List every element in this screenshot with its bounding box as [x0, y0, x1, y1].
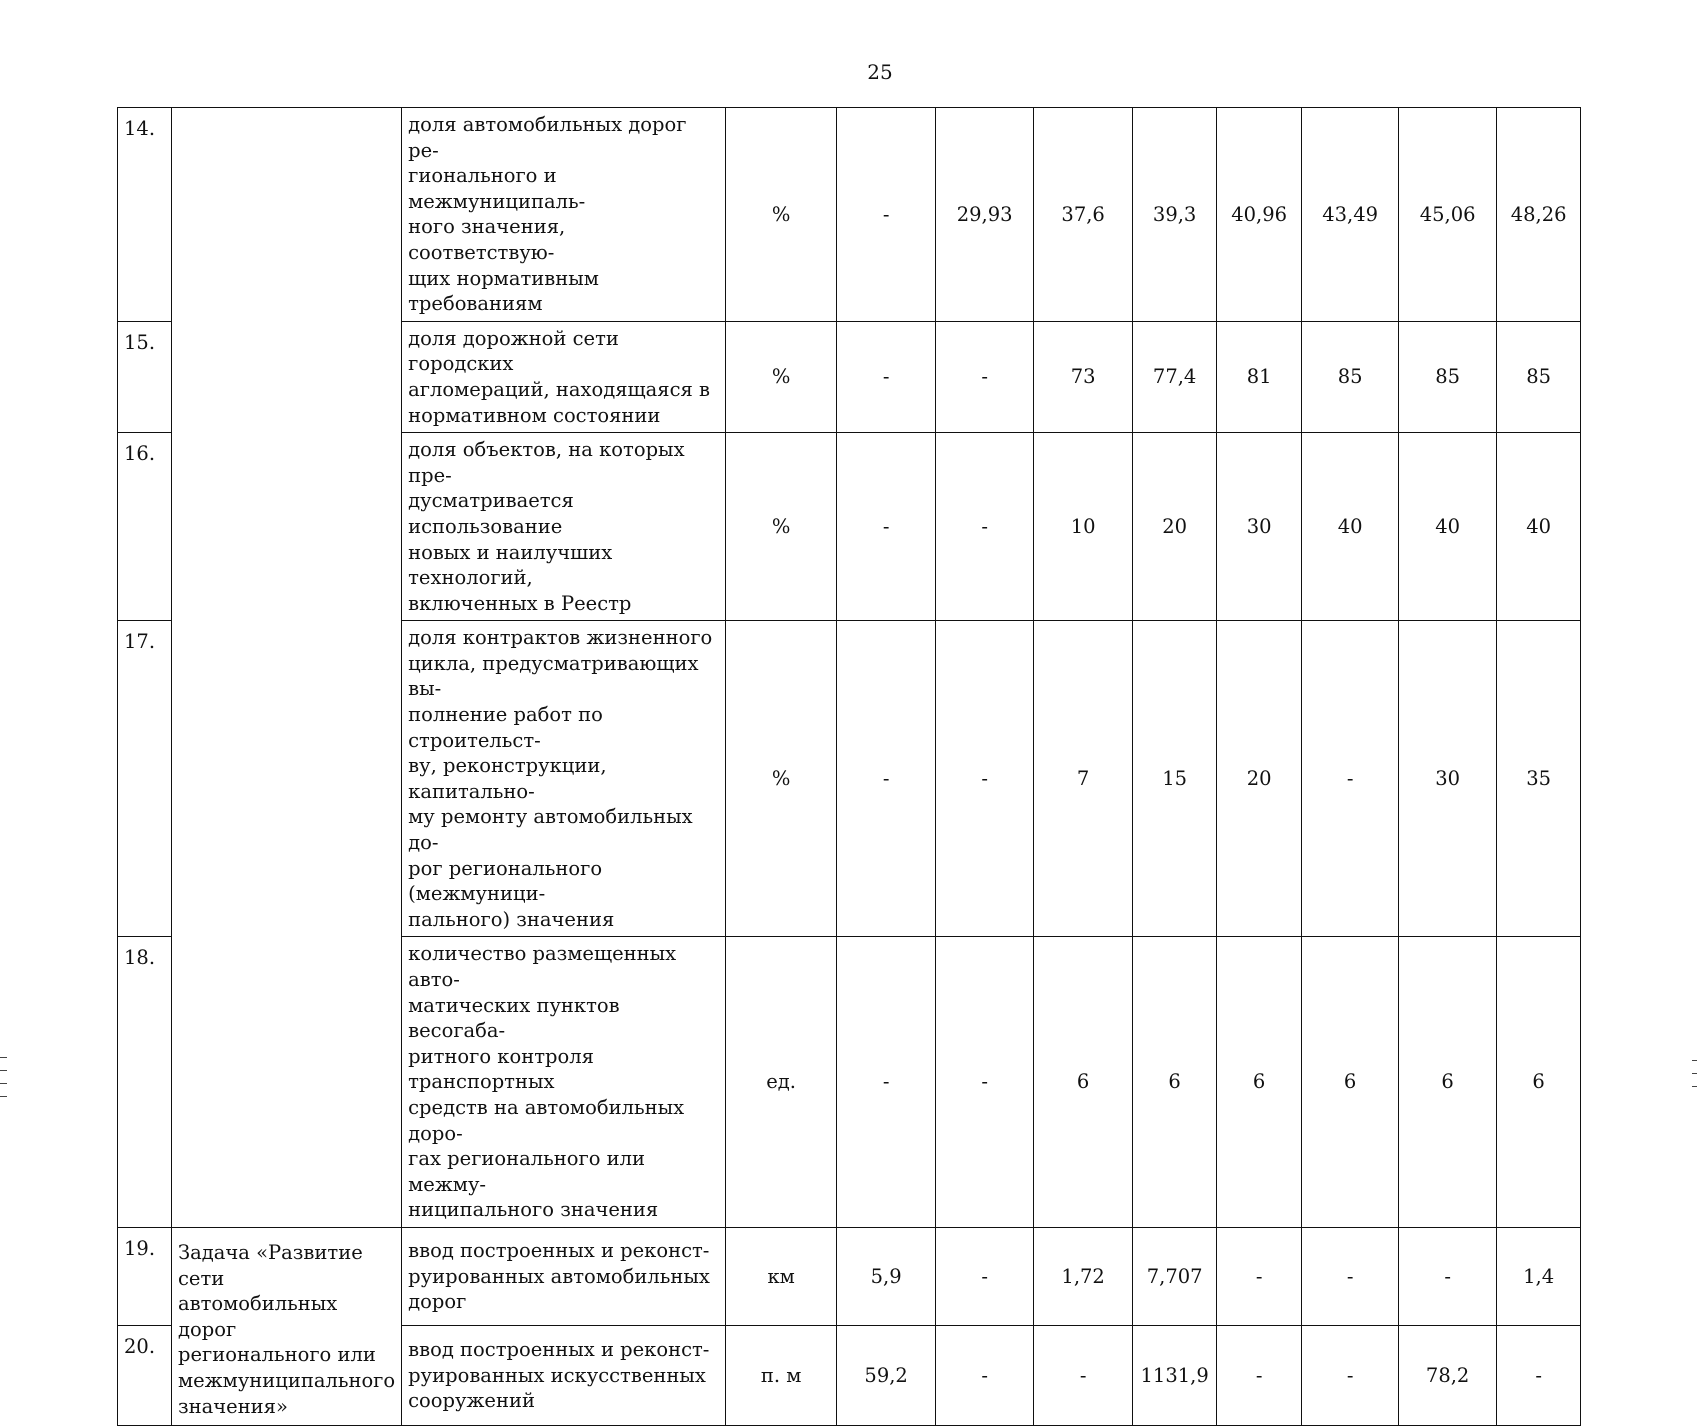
value-cell: -	[936, 1325, 1034, 1425]
description-line: средств на автомобильных доро-	[408, 1095, 685, 1145]
value-cell: -	[936, 321, 1034, 432]
scan-margin-mark	[1692, 1086, 1697, 1087]
value-cell: 40	[1497, 433, 1581, 621]
value-cell: 45,06	[1399, 108, 1497, 322]
description-line: ного значения, соответствую-	[408, 215, 566, 264]
value-cell: 35	[1497, 621, 1581, 937]
indicator-description	[402, 937, 726, 1228]
value-cell: 43,49	[1302, 108, 1399, 322]
value-cell: 6	[1133, 937, 1217, 1228]
value-cell: 6	[1302, 937, 1399, 1228]
value-cell: 78,2	[1399, 1325, 1497, 1425]
description-line: включенных в Реестр	[408, 591, 632, 615]
indicator-description	[402, 1227, 726, 1325]
indicator-description	[402, 433, 726, 621]
description-line: пального) значения	[408, 907, 615, 931]
value-cell: 15	[1133, 621, 1217, 937]
task-line: автомобильных дорог	[178, 1292, 338, 1341]
value-cell: -	[936, 621, 1034, 937]
value-cell: 20	[1217, 621, 1302, 937]
description-line: му ремонту автомобильных до-	[408, 805, 693, 855]
value-cell: 6	[1497, 937, 1581, 1228]
description-line: ввод построенных и реконст-	[408, 1239, 710, 1263]
description-line: сооружений	[408, 1389, 535, 1413]
unit-cell: %	[726, 621, 837, 937]
value-cell: 73	[1034, 321, 1133, 432]
row-number: 16.	[118, 433, 172, 621]
value-cell: 40,96	[1217, 108, 1302, 322]
value-cell: 7,707	[1133, 1227, 1217, 1325]
value-cell: 29,93	[936, 108, 1034, 322]
description-line: щих нормативным требованиям	[408, 266, 599, 316]
value-cell: 30	[1217, 433, 1302, 621]
row-number: 19.	[118, 1227, 172, 1325]
description-line: гионального и межмуниципаль-	[408, 164, 586, 213]
description-line: матических пунктов весогаба-	[408, 993, 620, 1043]
value-cell: -	[837, 433, 936, 621]
description-line: новых и наилучших технологий,	[408, 540, 613, 590]
description-line: ввод построенных и реконст-	[408, 1338, 710, 1362]
value-cell: 1,72	[1034, 1227, 1133, 1325]
unit-cell: %	[726, 433, 837, 621]
row-number: 15.	[118, 321, 172, 432]
description-line: полнение работ по строительст-	[408, 703, 603, 752]
row-number: 17.	[118, 621, 172, 937]
value-cell: 81	[1217, 321, 1302, 432]
value-cell: -	[1399, 1227, 1497, 1325]
value-cell: 20	[1133, 433, 1217, 621]
value-cell: -	[936, 433, 1034, 621]
value-cell: 40	[1302, 433, 1399, 621]
unit-cell: км	[726, 1227, 837, 1325]
row-number: 14.	[118, 108, 172, 322]
value-cell: 59,2	[837, 1325, 936, 1425]
unit-cell: п. м	[726, 1325, 837, 1425]
value-cell: 77,4	[1133, 321, 1217, 432]
value-cell: 39,3	[1133, 108, 1217, 322]
value-cell: 10	[1034, 433, 1133, 621]
scan-margin-mark	[1692, 1073, 1697, 1074]
value-cell: -	[1217, 1227, 1302, 1325]
value-cell: -	[1302, 1325, 1399, 1425]
unit-cell: ед.	[726, 937, 837, 1228]
value-cell: -	[936, 937, 1034, 1228]
description-line: цикла, предусматривающих вы-	[408, 651, 699, 701]
value-cell: 85	[1497, 321, 1581, 432]
value-cell: -	[936, 1227, 1034, 1325]
value-cell: -	[1497, 1325, 1581, 1425]
value-cell: -	[837, 621, 936, 937]
description-line: руированных автомобильных	[408, 1264, 710, 1288]
task-description	[172, 1227, 402, 1425]
description-line: ниципального значения	[408, 1198, 659, 1222]
scan-margin-mark	[0, 1096, 7, 1097]
unit-cell: %	[726, 108, 837, 322]
scan-margin-mark	[1692, 1060, 1697, 1061]
value-cell: 40	[1399, 433, 1497, 621]
value-cell: -	[1302, 1227, 1399, 1325]
task-line: значения»	[178, 1394, 288, 1418]
value-cell: 1,4	[1497, 1227, 1581, 1325]
value-cell: 30	[1399, 621, 1497, 937]
description-line: доля объектов, на которых пре-	[408, 438, 685, 487]
value-cell: 5,9	[837, 1227, 936, 1325]
value-cell: 85	[1302, 321, 1399, 432]
task-line: межмуниципального	[178, 1368, 396, 1392]
task-cell-empty	[172, 108, 402, 1228]
description-line: дорог	[408, 1290, 467, 1314]
description-line: руированных искусственных	[408, 1363, 706, 1387]
indicators-table	[117, 107, 1581, 1426]
value-cell: 37,6	[1034, 108, 1133, 322]
indicator-description	[402, 1325, 726, 1425]
row-number: 18.	[118, 937, 172, 1228]
description-line: дусматривается использование	[408, 489, 574, 538]
row-number: 20.	[118, 1325, 172, 1425]
table-row	[118, 1227, 1581, 1325]
value-cell: 48,26	[1497, 108, 1581, 322]
value-cell: -	[837, 321, 936, 432]
value-cell: 6	[1217, 937, 1302, 1228]
description-line: ритного контроля транспортных	[408, 1044, 594, 1094]
scan-margin-mark	[0, 1083, 7, 1084]
description-line: гах регионального или межму-	[408, 1147, 646, 1196]
value-cell: 6	[1399, 937, 1497, 1228]
value-cell: 7	[1034, 621, 1133, 937]
value-cell: -	[837, 937, 936, 1228]
description-line: нормативном состоянии	[408, 403, 661, 427]
table-row	[118, 108, 1581, 322]
indicator-description	[402, 321, 726, 432]
value-cell: -	[1302, 621, 1399, 937]
scan-margin-mark	[0, 1057, 7, 1058]
description-line: рог регионального (межмуници-	[408, 856, 603, 906]
value-cell: 85	[1399, 321, 1497, 432]
description-line: доля контрактов жизненного	[408, 626, 713, 650]
description-line: агломераций, находящаяся в	[408, 377, 710, 401]
description-line: количество размещенных авто-	[408, 942, 677, 991]
value-cell: -	[837, 108, 936, 322]
indicator-description	[402, 621, 726, 937]
task-line: регионального или	[178, 1343, 376, 1367]
task-line: Задача «Развитие сети	[178, 1240, 363, 1290]
description-line: доля дорожной сети городских	[408, 326, 619, 376]
value-cell: 6	[1034, 937, 1133, 1228]
value-cell: -	[1217, 1325, 1302, 1425]
description-line: доля автомобильных дорог ре-	[408, 113, 687, 162]
page-number: 25	[867, 60, 893, 84]
scan-margin-mark	[0, 1070, 7, 1071]
value-cell: -	[1034, 1325, 1133, 1425]
description-line: ву, реконструкции, капитально-	[408, 754, 607, 803]
value-cell: 1131,9	[1133, 1325, 1217, 1425]
indicator-description	[402, 108, 726, 322]
unit-cell: %	[726, 321, 837, 432]
